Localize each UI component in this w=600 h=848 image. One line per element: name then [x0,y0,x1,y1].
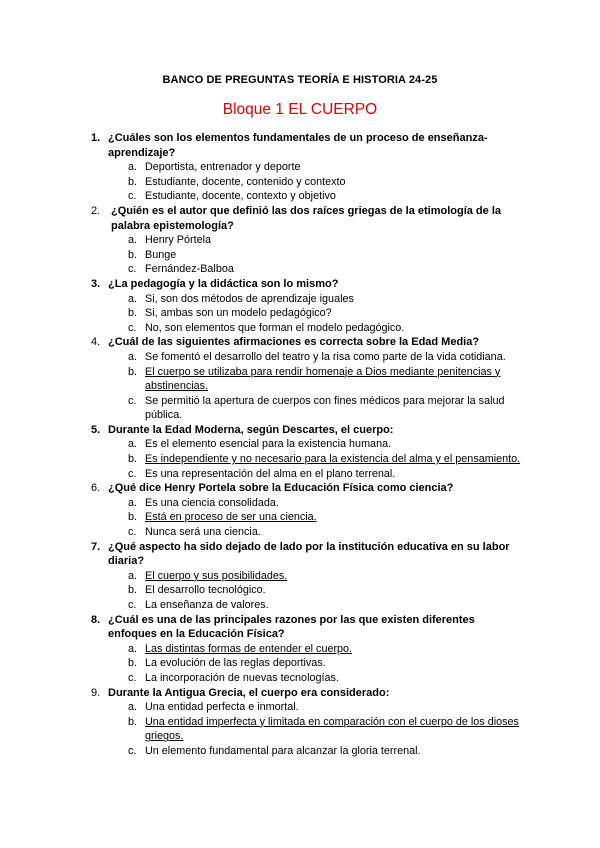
question-number: 8. [91,613,101,626]
answer-option [0,496,600,511]
option-letter: c. [128,263,137,276]
document-title: BANCO DE PREGUNTAS TEORÍA E HISTORIA 24-25 [162,74,438,86]
option-letter: b. [128,584,138,597]
option-text: Si, ambas son un modelo pedagógico? [145,307,332,320]
question-item [0,204,600,277]
answer-option [0,306,600,321]
answer-option [0,350,600,365]
answer-option [0,175,600,190]
option-list [0,437,600,481]
answer-option [0,262,600,277]
option-letter: b. [128,365,138,378]
option-text: Henry Pórtela [145,234,212,247]
question-list [0,131,600,759]
option-letter: c. [128,321,137,334]
option-text: Una entidad perfecta e inmortal. [145,701,299,714]
answer-option [0,583,600,598]
question-item [0,613,600,686]
answer-option [0,744,600,759]
option-letter: a. [128,438,138,451]
option-text: La incorporación de nuevas tecnologías. [145,671,339,684]
answer-option [0,248,600,263]
option-text: Bunge [145,248,177,261]
question-item [0,423,600,481]
answer-option-correct [0,642,600,657]
answer-option-correct [0,452,600,467]
question-item [0,131,600,204]
option-list [0,233,600,277]
option-list [0,292,600,336]
answer-option [0,292,600,307]
answer-option [0,160,600,175]
option-letter: b. [128,248,138,261]
question-item [0,481,600,539]
option-letter: a. [128,292,138,305]
question-number: 2. [91,204,101,217]
answer-option-correct [0,715,600,744]
option-text: Estudiante, docente, contenido y contexto [145,175,346,188]
question-text: ¿La pedagogía y la didáctica son lo mismo? [108,277,339,290]
option-text: Es independiente y no necesario para la existencia del alma y el pensamiento. [145,453,521,466]
question-text: ¿Quién es el autor que definió las dos raíces griegas de la etimología de la palabra epistemología? [111,204,502,232]
option-letter: c. [128,671,137,684]
option-letter: c. [128,190,137,203]
block-title: Bloque 1 EL CUERPO [222,101,378,118]
option-letter: b. [128,511,138,524]
answer-option [0,671,600,686]
option-text: Estudiante, docente, contexto y objetivo [145,190,336,203]
answer-option-correct [0,510,600,525]
option-text: Deportista, entrenador y deporte [145,161,301,174]
question-number: 1. [91,132,101,144]
option-list [0,642,600,686]
answer-option [0,700,600,715]
question-number: 9. [91,686,101,699]
question-text: ¿Cuál de las siguientes afirmaciones es correcta sobre la Edad Media? [108,336,480,349]
answer-option-correct [0,569,600,584]
question-number: 3. [91,277,101,290]
option-text: Una entidad imperfecta y limitada en comparación con el cuerpo de los dioses griegos. [145,715,519,743]
answer-option-correct [0,365,600,394]
option-text: Se permitió la apertura de cuerpos con fines médicos para mejorar la salud pública. [145,394,505,422]
question-item [0,335,600,423]
option-letter: b. [128,715,138,728]
option-text: La evolución de las reglas deportivas. [145,657,326,670]
answer-option [0,321,600,336]
option-list [0,700,600,758]
option-letter: a. [128,701,138,714]
option-letter: a. [128,161,138,174]
option-text: Fernández-Balboa [145,263,234,276]
option-letter: b. [128,175,138,188]
option-text: Un elemento fundamental para alcanzar la gloria terrenal. [145,744,421,757]
option-letter: a. [128,234,138,247]
option-text: El desarrollo tecnológico. [145,584,266,597]
option-list [0,160,600,204]
answer-option [0,598,600,613]
answer-option [0,233,600,248]
option-list [0,496,600,540]
option-letter: c. [128,599,137,611]
option-text: Las distintas formas de entender el cuerpo. [145,642,353,655]
option-text: El cuerpo y sus posibilidades. [145,569,288,582]
option-list [0,569,600,613]
option-text: Si, son dos métodos de aprendizaje iguales [145,292,354,305]
question-item [0,540,600,613]
option-text: Es el elemento esencial para la existencia humana. [145,438,392,451]
question-text: ¿Cuáles son los elementos fundamentales de un proceso de enseñanza-aprendizaje? [108,132,488,159]
option-text: Está en proceso de ser una ciencia. [145,511,317,524]
option-letter: a. [128,350,138,363]
answer-option [0,467,600,482]
option-letter: a. [128,569,138,582]
question-number: 6. [91,482,101,495]
option-letter: c. [128,394,137,407]
option-letter: b. [128,307,138,320]
option-letter: b. [128,453,138,466]
answer-option [0,525,600,540]
option-letter: a. [128,496,138,509]
option-letter: c. [128,467,137,480]
question-item [0,277,600,335]
question-number: 4. [91,336,101,349]
answer-option [0,437,600,452]
option-text: Es una representación del alma en el plano terrenal. [145,467,396,480]
answer-option [0,656,600,671]
option-text: No, son elementos que forman el modelo pedagógico. [145,321,405,334]
question-text: ¿Qué aspecto ha sido dejado de lado por la institución educativa en su labor diaria? [108,540,510,568]
option-text: La enseñanza de valores. [145,599,269,611]
option-letter: b. [128,657,138,670]
question-number: 7. [91,540,101,553]
option-text: Se fomentó el desarrollo del teatro y la risa como parte de la vida cotidiana. [145,350,506,363]
option-list [0,350,600,423]
question-text: ¿Cuál es una de las principales razones por las que existen diferentes enfoques en la Educación Física? [108,613,475,641]
option-letter: a. [128,642,138,655]
option-letter: c. [128,744,137,757]
answer-option [0,189,600,204]
question-text: Durante la Antigua Grecia, el cuerpo era considerado: [108,686,390,699]
question-text: Durante la Edad Moderna, según Descartes, el cuerpo: [108,423,394,436]
option-text: Nunca será una ciencia. [145,526,261,539]
question-item [0,686,600,759]
question-text: ¿Qué dice Henry Portela sobre la Educación Física como ciencia? [108,482,454,495]
answer-option [0,394,600,423]
option-text: Es una ciencia consolidada. [145,496,279,509]
option-letter: c. [128,526,137,539]
question-number: 5. [91,423,101,436]
option-text: El cuerpo se utilizaba para rendir homenaje a Dios mediante penitencias y abstinencias. [145,365,501,393]
